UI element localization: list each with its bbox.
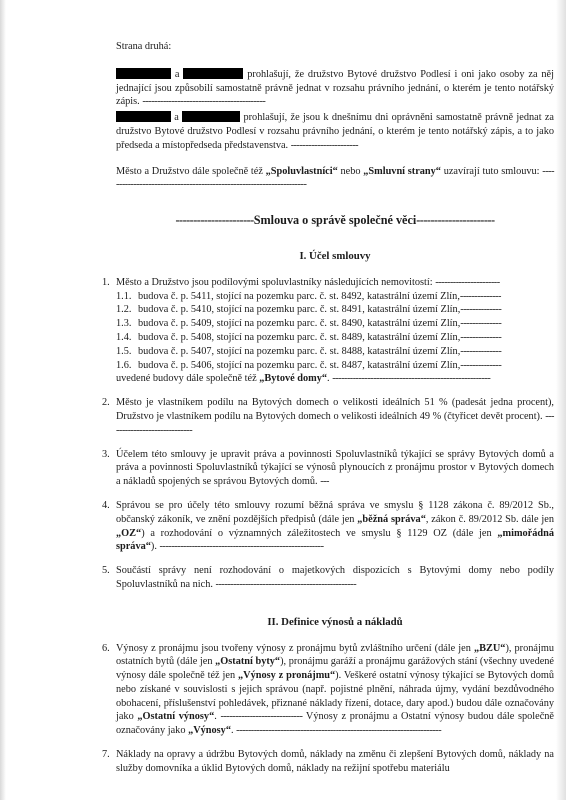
property-text: budova č. p. 5411, stojící na pozemku parc. č. st. 8492, katastrální území Zlín, bbox=[138, 290, 460, 302]
intro-paragraph-1 bbox=[116, 68, 554, 109]
text: ). bbox=[150, 541, 160, 553]
bytove-domy-definition bbox=[116, 372, 554, 386]
property-item bbox=[116, 359, 554, 373]
text: nebo bbox=[337, 165, 364, 177]
clause-5 bbox=[102, 564, 554, 592]
term-smluvni-strany: „Smluvní strany“ bbox=[363, 165, 441, 177]
clause-number: 4. bbox=[102, 499, 110, 511]
term-ostatni-vynosy: „Ostatní výnosy“ bbox=[137, 711, 215, 723]
redaction-bar bbox=[182, 111, 240, 122]
document-body bbox=[102, 40, 555, 776]
filler-dashes: --------------------------------------------------------------------- bbox=[116, 165, 555, 191]
section-1-heading: I. Účel smlouvy bbox=[299, 249, 371, 262]
term-oz: „OZ“ bbox=[116, 527, 142, 539]
title-text: Smlouva o správě společné věci bbox=[253, 213, 417, 228]
clause-text: Město a Družstvo jsou podílovými spoluvlastníky následujících nemovitostí: bbox=[116, 276, 436, 288]
clause-number: 2. bbox=[102, 397, 110, 409]
sub-number: 1.6. bbox=[116, 359, 132, 371]
term-bezna-sprava: „běžná správa“ bbox=[357, 513, 426, 525]
property-item bbox=[116, 317, 554, 331]
clause-6 bbox=[102, 642, 555, 739]
text: Výnosy z pronájmu jsou tvořeny výnosy z pronájmu bytů zvláštního určení (dále jen bbox=[116, 642, 474, 654]
text: ), pronájmu ostatních bytů (dále jen bbox=[116, 642, 554, 668]
filler-dashes: --- bbox=[320, 476, 329, 488]
clause-number: 3. bbox=[102, 448, 110, 460]
filler-dashes: -------------- bbox=[460, 345, 502, 357]
clause-3 bbox=[102, 448, 554, 489]
term-bzu: „BZU“ bbox=[473, 642, 506, 654]
term-ostatni-byty: „Ostatní byty“ bbox=[215, 656, 281, 668]
clause-7 bbox=[102, 748, 554, 776]
clause-4 bbox=[102, 499, 554, 554]
clause-number: 6. bbox=[102, 642, 110, 654]
property-text: budova č. p. 5410, stojící na pozemku parc. č. st. 8491, katastrální území Zlín, bbox=[138, 304, 461, 316]
filler-dashes: ------------------------------------------ bbox=[142, 96, 266, 108]
clause-2 bbox=[102, 396, 554, 437]
filler-dashes: ------------------------------------------------ bbox=[215, 578, 357, 590]
filler-dashes: -------------------------------------------------------- bbox=[159, 541, 324, 553]
property-item bbox=[116, 331, 554, 345]
term-spoluvlastnici: „Spoluvlastníci“ bbox=[265, 165, 338, 177]
filler-dashes: -------------- bbox=[460, 304, 502, 316]
clause-1 bbox=[102, 276, 554, 386]
sub-number: 1.2. bbox=[116, 304, 132, 316]
property-item bbox=[116, 345, 554, 359]
text: Správou se pro účely této smlouvy rozumí běžná správa ve smyslu § 1128 zákona č. 89/2012 Sb., občanský zákoník, ve znění pozdějších předpisů (dále jen bbox=[116, 499, 554, 525]
term-bytove-domy: „Bytové domy“ bbox=[259, 373, 328, 385]
clause-number: 7. bbox=[102, 749, 110, 761]
redaction-bar bbox=[116, 111, 171, 122]
property-text: budova č. p. 5406, stojící na pozemku parc. č. st. 8487, katastrální území Zlín, bbox=[138, 359, 461, 371]
property-text: budova č. p. 5407, stojící na pozemku parc. č. st. 8488, katastrální území Zlín, bbox=[138, 345, 461, 357]
filler-dashes: ---------------------------- bbox=[220, 711, 303, 723]
text: uvedené budovy dále společně též bbox=[116, 373, 260, 385]
intro-paragraph-2 bbox=[116, 111, 554, 152]
filler-dashes: -------------- bbox=[460, 318, 502, 330]
filler-dashes: ------------------------------------------------------ bbox=[332, 373, 491, 385]
contract-title bbox=[116, 214, 554, 228]
text: . bbox=[327, 373, 333, 385]
text: Výnosy z pronájmu a Ostatní výnosy budou dále společně označovány jako bbox=[116, 711, 554, 737]
filler-dashes: ---------------------------------------------------------------------- bbox=[236, 725, 442, 737]
filler-dashes: -------------- bbox=[459, 290, 501, 302]
sub-number: 1.4. bbox=[116, 331, 132, 343]
filler-dashes: ----------------------- bbox=[290, 139, 359, 151]
text: uzavírají tuto smlouvu: bbox=[440, 165, 543, 177]
conjunction: a bbox=[174, 112, 179, 124]
clause-number: 5. bbox=[102, 565, 110, 577]
clause-text: Účelem této smlouvy je upravit práva a povinnosti Spoluvlastníků týkající se správy Bytových domů a práva a povinnosti Spoluvlastníků týkající se výnosů plynoucích z pronájmu prostor v Bytových domech a nákladů spojených se správou Bytových domů. bbox=[116, 448, 554, 488]
clause-text: Město je vlastníkem podílu na Bytových domech o velikosti ideálních 51 % (padesát jedna procent), Družstvo je vlastníkem podílu na Bytových domech o velikosti ideálních 49 % (čtyřicet devět procent). bbox=[116, 397, 554, 422]
intro-text-2: prohlašují, že jsou k dnešnímu dni oprávněni samostatně právně jednat za družstvo Bytové družstvo Podlesí v rozsahu právního jednání, o kterém je tento notářský zápis, a to jako předseda a místopředseda představenstva. bbox=[116, 112, 554, 151]
filler-dashes: ----------------------------- bbox=[116, 410, 554, 436]
scan-shadow-left bbox=[0, 0, 6, 800]
conjunction: a bbox=[174, 68, 180, 80]
filler-dashes: -------------- bbox=[460, 359, 502, 371]
property-text: budova č. p. 5408, stojící na pozemku parc. č. st. 8489, katastrální území Zlín, bbox=[138, 331, 461, 343]
sub-number: 1.3. bbox=[116, 318, 132, 330]
filler-dashes: -------------- bbox=[460, 331, 502, 343]
sub-number: 1.1. bbox=[116, 290, 132, 302]
property-item bbox=[116, 290, 554, 304]
section-2-heading: II. Definice výnosů a nákladů bbox=[267, 615, 403, 628]
clause-number: 1. bbox=[102, 276, 110, 288]
term-mimoradna-sprava: „mimořádná správa“ bbox=[116, 527, 554, 553]
clause-text: Náklady na opravy a údržbu Bytových domů, náklady na změnu či zlepšení Bytových domů, náklady na služby domovníka a úklid Bytových domů, náklady na režijní spotřebu materiálu bbox=[116, 749, 554, 774]
scan-shadow-right bbox=[556, 0, 566, 800]
sub-number: 1.5. bbox=[116, 345, 132, 357]
term-vynosy: „Výnosy“ bbox=[188, 725, 231, 737]
property-item bbox=[116, 303, 554, 317]
text: ) a rozhodování o významných záležitostech ve smyslu § 1129 OZ (dále jen bbox=[141, 527, 498, 539]
intro-paragraph-3 bbox=[116, 165, 554, 193]
text: ), pronájmu garáží a pronájmu garážových stání (všechny uvedené výnosy dále společně též jen bbox=[116, 656, 555, 682]
redaction-bar bbox=[116, 68, 171, 79]
title-dashes-right: ---------------------- bbox=[416, 213, 495, 228]
term-vynosy-z-pronajmu: „Výnosy z pronájmu“ bbox=[238, 670, 336, 682]
clause-text: Součástí správy není rozhodování o majetkových dispozicích s Bytovými domy nebo podíly Spoluvlastníků na nich. bbox=[116, 565, 554, 590]
redaction-bar bbox=[183, 68, 243, 79]
intro-text-1: prohlašují, že družstvo Bytové družstvo Podlesí i oni jako osoby za něj jednající jsou způsobilí samostatně právně jednat v rozsahu právního jednání, o kterém je tento notářský zápis. bbox=[116, 68, 554, 108]
text: ). Veškeré ostatní výnosy týkající se Bytových domů nebo získané v souvislosti s jejich správou (např. pojistné plnění, náhrada újmy, vydání bezdůvodného obohacení, příslušenství pohledávek, přiznané náklady řízení, dotace, dary apod.) budou dále označovány jako bbox=[116, 670, 555, 723]
property-text: budova č. p. 5409, stojící na pozemku parc. č. st. 8490, katastrální území Zlín, bbox=[138, 318, 461, 330]
text: . bbox=[214, 711, 221, 723]
text: . bbox=[230, 725, 237, 737]
text: , zákon č. 89/2012 Sb. dále jen bbox=[425, 513, 554, 525]
party-label: Strana druhá: bbox=[116, 41, 172, 52]
text: Město a Družstvo dále společně též bbox=[116, 165, 266, 177]
filler-dashes: ---------------------- bbox=[435, 276, 500, 288]
title-dashes-left: ---------------------- bbox=[175, 213, 254, 228]
